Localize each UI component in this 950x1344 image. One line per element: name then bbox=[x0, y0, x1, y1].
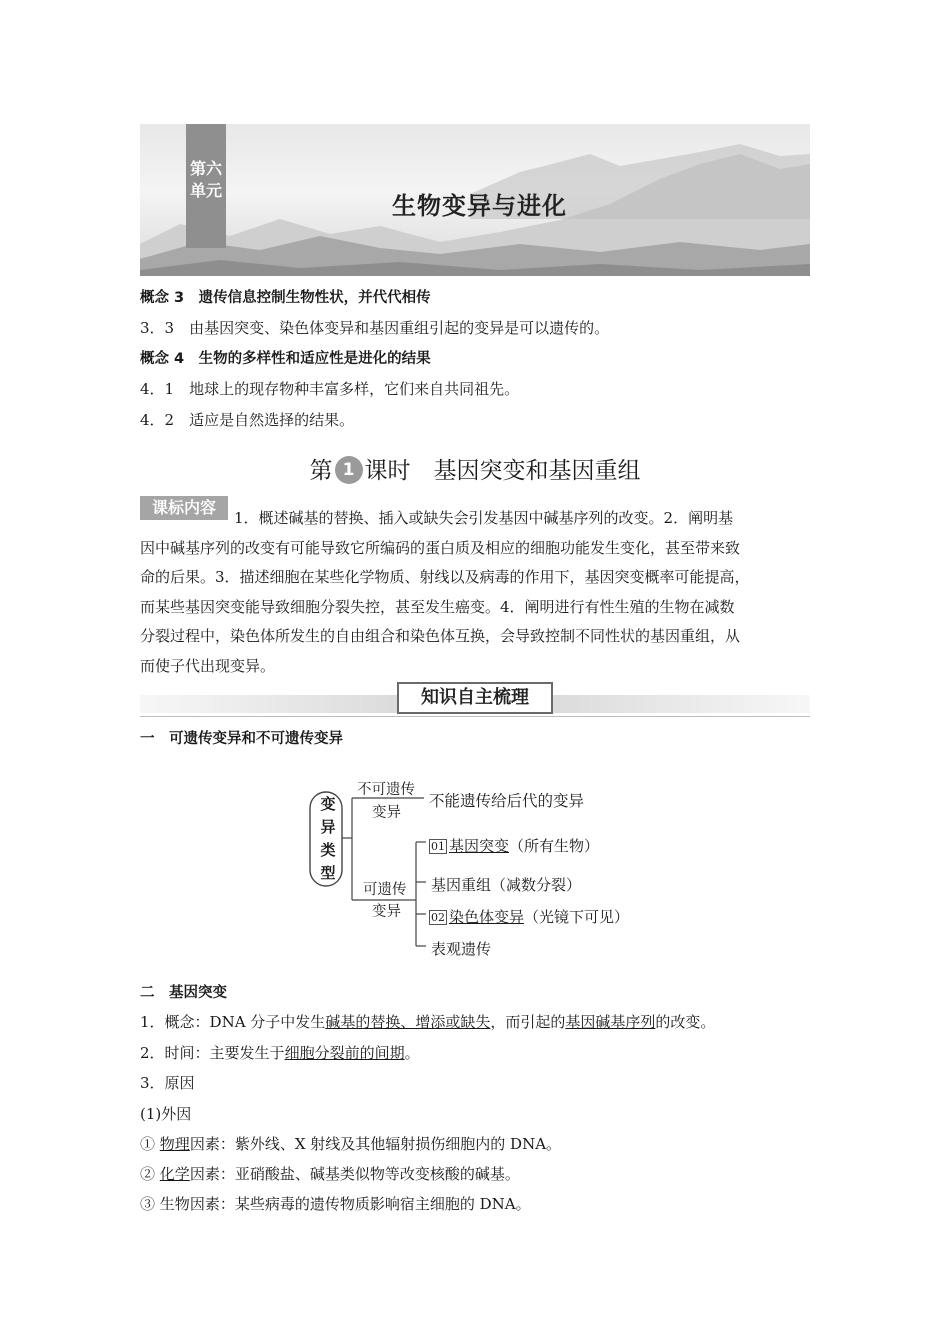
branch-a-label: 不可遗传 bbox=[357, 782, 415, 798]
item-main: 基因重组 bbox=[431, 876, 492, 894]
time-answer: 细胞分裂前的间期 bbox=[284, 1044, 405, 1062]
factor-name: 化学 bbox=[159, 1165, 190, 1183]
section-divider bbox=[140, 716, 810, 717]
branch-a-label: 变异 bbox=[372, 805, 401, 821]
diagram-item bbox=[429, 835, 599, 856]
factor-mark: ① bbox=[140, 1135, 156, 1153]
branch-b-label: 变异 bbox=[372, 904, 401, 920]
mutation-time bbox=[140, 1043, 420, 1063]
branch-a-result: 不能遗传给后代的变异 bbox=[429, 792, 585, 810]
item-number: 01 bbox=[431, 840, 445, 853]
concept-text: 的改变。 bbox=[655, 1013, 716, 1031]
factor-mark: ② bbox=[140, 1165, 156, 1183]
section-title: 知识自主梳理 bbox=[397, 682, 553, 714]
concept-item: 3．3 由基因突变、染色体变异和基因重组引起的变异是可以遗传的。 bbox=[140, 319, 610, 337]
factor-mark: ③ bbox=[140, 1195, 156, 1213]
factor-biological bbox=[140, 1194, 531, 1214]
lesson-suffix: 课时 基因突变和基因重组 bbox=[364, 458, 641, 484]
root-char: 类 bbox=[320, 841, 336, 859]
factor-suffix: 因素： bbox=[189, 1195, 235, 1213]
cause-title: 3．原因 bbox=[140, 1074, 195, 1092]
concept-item: 4．1 地球上的现存物种丰富多样，它们来自共同祖先。 bbox=[140, 380, 520, 398]
curriculum-line: 1．概述碱基的替换、插入或缺失会引发基因中碱基序列的改变。2．阐明基 bbox=[234, 509, 734, 527]
lesson-number-badge: 1 bbox=[335, 456, 363, 484]
item-main: 表观遗传 bbox=[431, 940, 492, 958]
concept-label: 1．概念： bbox=[140, 1013, 210, 1031]
factor-text: 亚硝酸盐、碱基类似物等改变核酸的碱基。 bbox=[234, 1165, 520, 1183]
factor-text: 紫外线、X 射线及其他辐射损伤细胞内的 DNA。 bbox=[234, 1135, 562, 1153]
diagram-item bbox=[431, 874, 581, 895]
factor-chemical bbox=[140, 1164, 520, 1184]
curriculum-line: 而使子代出现变异。 bbox=[140, 656, 276, 675]
lesson-title bbox=[0, 452, 950, 485]
item-number: 02 bbox=[431, 911, 445, 924]
concept-text: ，而引起的 bbox=[490, 1013, 566, 1031]
concept-heading: 概念 3 遗传信息控制生物性状，并代代相传 bbox=[140, 290, 431, 306]
factor-physical bbox=[140, 1134, 561, 1154]
branch-b-label: 可遗传 bbox=[363, 882, 407, 898]
lesson-prefix: 第 bbox=[309, 458, 333, 484]
root-char: 异 bbox=[320, 818, 336, 836]
item-main: 基因突变 bbox=[449, 837, 510, 855]
item-note: （减数分裂） bbox=[491, 876, 582, 894]
item-main: 染色体变异 bbox=[449, 908, 525, 926]
item-note: （所有生物） bbox=[509, 837, 600, 855]
concept-item: 4．2 适应是自然选择的结果。 bbox=[140, 411, 355, 429]
unit-label-tab bbox=[186, 124, 226, 248]
concept-text: DNA 分子中发生 bbox=[209, 1013, 326, 1031]
curriculum-line: 因中碱基序列的改变有可能导致它所编码的蛋白质及相应的细胞功能发生变化，甚至带来致 bbox=[140, 538, 741, 557]
diagram-item bbox=[431, 938, 491, 959]
unit-banner bbox=[140, 124, 810, 276]
curriculum-text bbox=[140, 504, 820, 681]
time-text: 主要发生于 bbox=[209, 1044, 285, 1062]
concept-answer: 碱基的替换、增添或缺失 bbox=[325, 1013, 491, 1031]
curriculum-line: 而某些基因突变能导致细胞分裂失控，甚至发生癌变。4．阐明进行有性生殖的生物在减数 bbox=[140, 597, 735, 616]
concept-heading: 概念 4 生物的多样性和适应性是进化的结果 bbox=[140, 351, 431, 367]
unit-label: 第六单元 bbox=[189, 159, 222, 200]
diagram-item bbox=[429, 906, 629, 927]
item-note: （光镜下可见） bbox=[524, 908, 630, 926]
part2-title: 二 基因突变 bbox=[140, 985, 227, 1001]
root-char: 型 bbox=[320, 864, 336, 882]
curriculum-line: 分裂过程中，染色体所发生的自由组合和染色体互换，会导致控制不同性状的基因重组，从 bbox=[140, 627, 741, 645]
part1-title: 一 可遗传变异和不可遗传变异 bbox=[140, 731, 343, 747]
concept-answer: 基因碱基序列 bbox=[565, 1013, 656, 1031]
factor-suffix: 因素： bbox=[189, 1165, 235, 1183]
factor-name: 物理 bbox=[159, 1135, 190, 1153]
time-label: 2．时间： bbox=[140, 1044, 210, 1062]
mutation-concept bbox=[140, 1012, 715, 1032]
root-char: 变 bbox=[320, 795, 336, 813]
curriculum-badge: 课标内容 bbox=[140, 496, 228, 520]
curriculum-line: 命的后果。3．描述细胞在某些化学物质、射线以及病毒的作用下，基因突变概率可能提高， bbox=[140, 568, 750, 586]
factor-text: 某些病毒的遗传物质影响宿主细胞的 DNA。 bbox=[234, 1195, 531, 1213]
diagram-root bbox=[318, 793, 338, 885]
time-text: 。 bbox=[404, 1044, 420, 1062]
factor-suffix: 因素： bbox=[189, 1135, 235, 1153]
unit-title: 生物变异与进化 bbox=[392, 192, 567, 220]
factor-name: 生物 bbox=[159, 1195, 190, 1213]
external-cause-title: (1)外因 bbox=[140, 1105, 192, 1123]
